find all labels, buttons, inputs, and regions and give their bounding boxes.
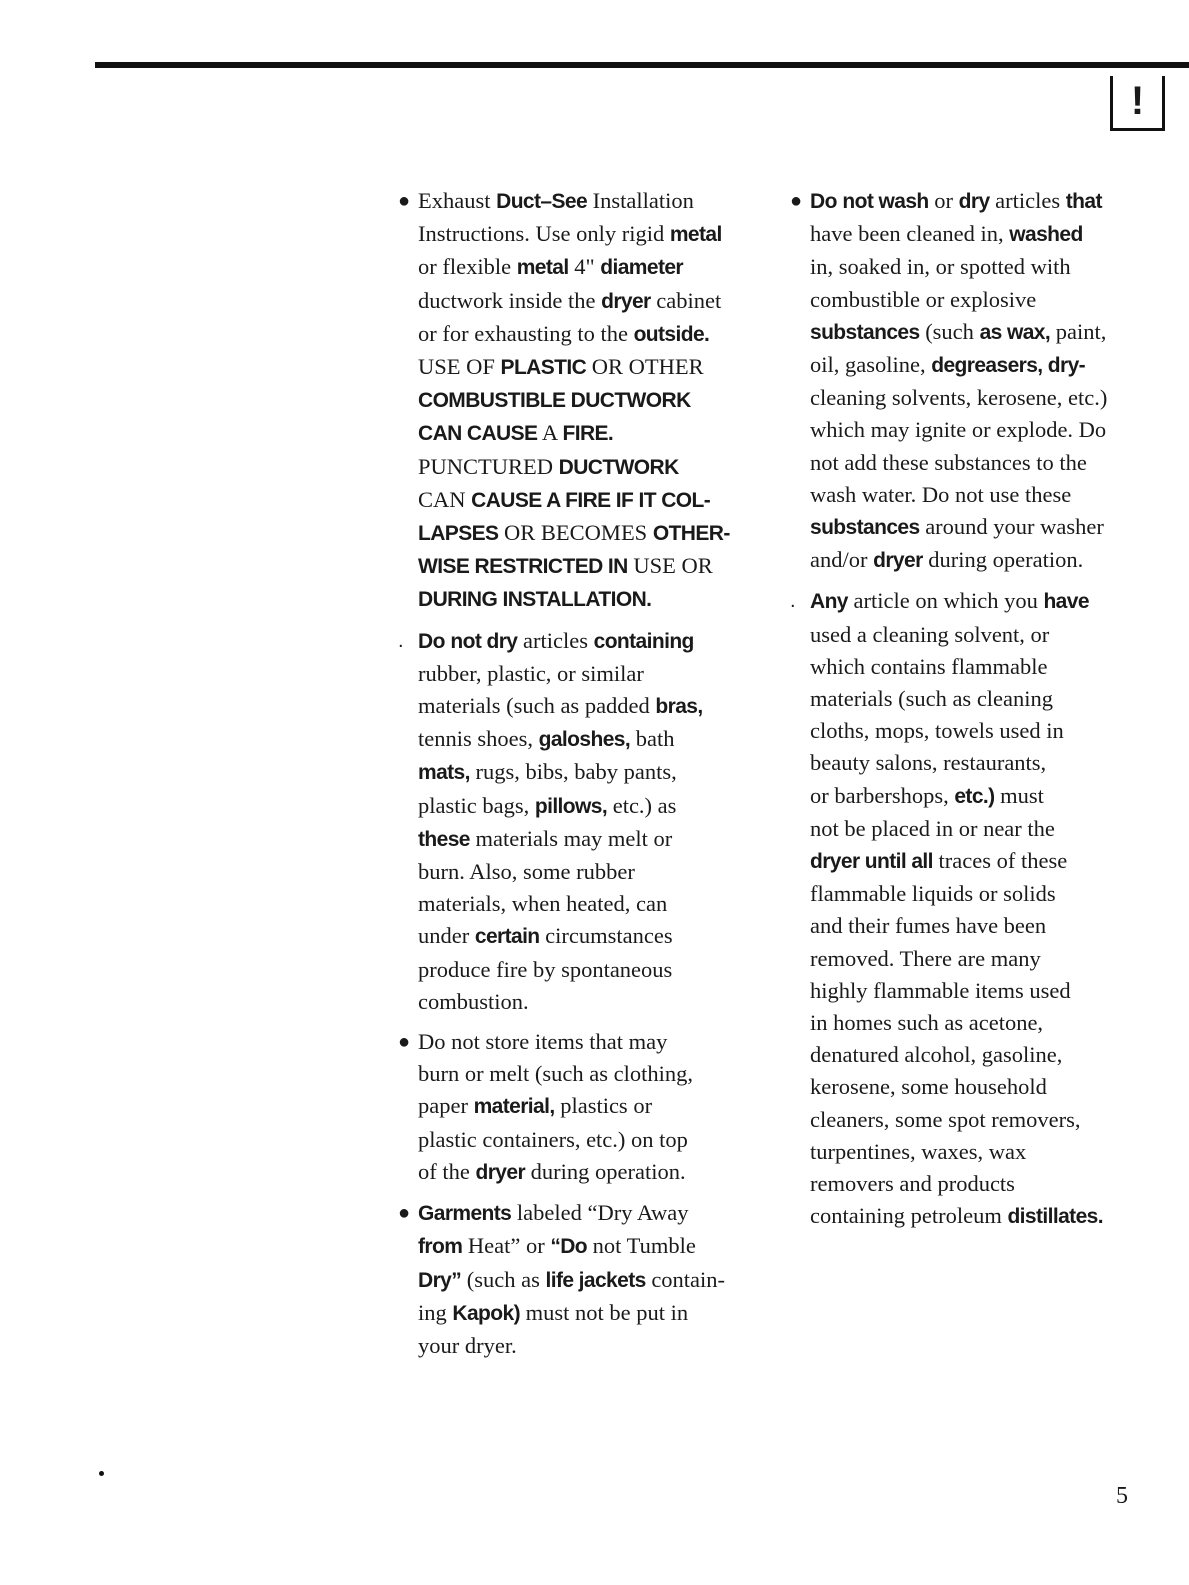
bold-phrase: metal [516, 256, 569, 280]
top-rule [95, 62, 1189, 68]
bold-phrase: OTHER- [652, 522, 730, 546]
text-line [810, 511, 1165, 544]
text-run: circumstances [539, 923, 673, 949]
text-run: not add these substances to the [810, 449, 1087, 475]
bold-phrase: mats, [418, 761, 470, 785]
bold-phrase: washed [1009, 223, 1083, 247]
text-run: or [928, 188, 959, 213]
text-line [418, 1124, 776, 1156]
text-line [418, 550, 776, 583]
bold-phrase: from [418, 1235, 463, 1259]
bold-phrase: certain [474, 925, 540, 949]
text-run: around your washer [919, 514, 1104, 540]
text-line [810, 975, 1165, 1007]
bold-phrase: degreasers, dry- [931, 354, 1086, 378]
text-run: OR OTHER [586, 354, 704, 380]
bold-phrase: substances [810, 516, 920, 540]
text-run: plastics or [554, 1093, 653, 1119]
text-line [810, 218, 1165, 251]
text-run: combustible or explosive [810, 286, 1037, 312]
text-line [810, 1200, 1165, 1233]
bold-phrase: metal [669, 223, 722, 247]
text-line [418, 790, 776, 823]
text-run: beauty salons, restaurants, [810, 750, 1047, 776]
text-run: removed. There are many [810, 945, 1041, 971]
text-line [418, 690, 776, 723]
text-line [810, 1071, 1165, 1103]
bold-phrase: Do [418, 629, 445, 653]
text-run: burn. Also, some rubber [418, 859, 635, 885]
bold-phrase: dryer [475, 1160, 526, 1184]
text-line [418, 856, 776, 888]
text-line [418, 1026, 776, 1058]
text-run: of the [418, 1158, 476, 1184]
bold-phrase: etc.) [954, 784, 995, 808]
text-run: contain- [645, 1266, 726, 1292]
text-line [418, 1297, 776, 1330]
text-line [810, 349, 1165, 382]
exclamation-icon: ! [1130, 79, 1145, 123]
text-run: or flexible [418, 254, 517, 280]
bold-phrase: LAPSES [418, 522, 499, 546]
text-run: and/or [810, 547, 874, 573]
text-run: rubber, plastic, or similar [418, 660, 644, 686]
text-run: removers and products [810, 1171, 1015, 1197]
text-line [810, 284, 1165, 316]
text-run: during operation. [922, 547, 1084, 573]
bold-phrase: life jackets [545, 1268, 646, 1292]
text-line [810, 1168, 1165, 1200]
text-run: kerosene, some household [810, 1074, 1047, 1100]
text-line [418, 1197, 776, 1230]
left-column [398, 185, 776, 1370]
page-number: 5 [1116, 1483, 1128, 1509]
text-run: rugs, bibs, baby pants, [469, 759, 677, 785]
text-run: (such [919, 318, 980, 344]
text-line [418, 1230, 776, 1263]
text-run: which may ignite or explode. Do [810, 417, 1107, 443]
bold-phrase: Do [810, 190, 837, 213]
text-run: cabinet [650, 287, 722, 313]
text-line [418, 218, 776, 251]
bold-phrase: Any [810, 590, 848, 614]
text-line [418, 451, 776, 484]
text-line [418, 484, 776, 517]
text-line [418, 1058, 776, 1090]
text-run: labeled “Dry Away [511, 1200, 689, 1226]
text-run: denatured alcohol, gasoline, [810, 1042, 1063, 1068]
bold-phrase: DURING INSTALLATION. [418, 588, 652, 612]
text-run: cleaning solvents, kerosene, etc.) [810, 385, 1108, 411]
text-line [810, 747, 1165, 779]
text-run: combustion. [418, 988, 529, 1014]
bold-phrase: dryer [873, 549, 923, 573]
text-line [810, 1007, 1165, 1039]
bold-phrase: CAN CAUSE [418, 422, 538, 446]
text-line [810, 1136, 1165, 1168]
text-run: cleaners, some spot removers, [810, 1106, 1081, 1132]
bold-phrase: containing [593, 629, 694, 653]
text-line [418, 251, 776, 284]
text-line [418, 658, 776, 690]
text-run: USE OR [627, 553, 713, 579]
text-line [418, 318, 776, 351]
bold-phrase: dryer [601, 289, 651, 313]
bullet-item [790, 185, 1165, 577]
text-line [810, 414, 1165, 446]
text-line [810, 585, 1165, 618]
text-line [418, 888, 776, 920]
text-run: ing [418, 1299, 453, 1325]
text-run: ductwork inside the [418, 287, 602, 313]
text-line [810, 813, 1165, 845]
text-run: under [418, 923, 475, 949]
text-run: must not be put in [519, 1299, 689, 1325]
text-run: oil, gasoline, [810, 352, 932, 378]
text-line [418, 1156, 776, 1189]
bold-phrase: distillates. [1007, 1205, 1103, 1229]
text-run: PUNCTURED [418, 453, 559, 479]
text-run: paint, [1050, 318, 1107, 344]
text-line [418, 920, 776, 953]
text-run: Do not store items that may [418, 1029, 668, 1055]
bold-phrase: COMBUSTIBLE DUCTWORK [418, 389, 691, 413]
text-run: article on which you [847, 588, 1044, 614]
text-run: or barbershops, [810, 782, 955, 808]
warning-box [1110, 76, 1165, 131]
bold-phrase: that [1065, 190, 1102, 213]
text-line [810, 447, 1165, 479]
text-run: USE OF [418, 354, 501, 380]
text-run: produce fire by spontaneous [418, 956, 673, 982]
text-line [810, 943, 1165, 975]
text-run: highly flammable items used [810, 977, 1071, 1003]
text-run: plastic containers, etc.) on top [418, 1126, 688, 1152]
bold-phrase: Duct–See [496, 190, 588, 213]
text-line [810, 316, 1165, 349]
text-line [810, 845, 1165, 878]
text-run: turpentines, waxes, wax [810, 1138, 1027, 1164]
text-line [418, 351, 776, 384]
text-run: during operation. [525, 1158, 686, 1184]
text-line [418, 723, 776, 756]
text-line [810, 878, 1165, 910]
text-line [810, 479, 1165, 511]
text-run: traces of these [932, 848, 1068, 874]
text-run: Installation [587, 188, 694, 213]
bold-phrase: galoshes, [538, 728, 631, 752]
text-run: Instructions. Use only rigid [418, 221, 670, 247]
bold-phrase: PLASTIC [500, 356, 587, 380]
bold-phrase: have [1043, 590, 1089, 614]
text-line [418, 625, 776, 658]
bold-phrase: DUCTWORK [558, 455, 679, 479]
bold-phrase: CAUSE A FIRE IF IT COL- [471, 488, 711, 512]
bullet-marker: ● [790, 190, 803, 212]
text-line [810, 910, 1165, 942]
text-line [418, 185, 776, 218]
bold-phrase: “Do [550, 1235, 588, 1259]
bold-phrase: Kapok) [452, 1301, 520, 1325]
text-line [418, 417, 776, 450]
text-run: CAN [418, 486, 472, 512]
bold-phrase: substances [810, 320, 920, 344]
bold-phrase: Dry” [418, 1268, 462, 1292]
bold-phrase: diameter [600, 256, 684, 280]
bold-phrase: bras, [655, 695, 703, 719]
text-line [810, 651, 1165, 683]
bullet-item [398, 185, 776, 617]
text-line [810, 715, 1165, 747]
text-run: not be placed in or near the [810, 815, 1055, 841]
bold-phrase: dry [958, 190, 990, 213]
text-run: your dryer. [418, 1332, 517, 1358]
bullet-marker: . [398, 629, 404, 652]
text-line [810, 683, 1165, 715]
bullet-marker: . [790, 590, 796, 613]
text-run: etc.) as [607, 792, 677, 818]
text-run: materials may melt or [469, 825, 673, 851]
text-line [418, 1330, 776, 1362]
text-run: 4" [568, 254, 601, 280]
text-run: plastic bags, [418, 792, 535, 818]
text-line [810, 382, 1165, 414]
bold-phrase: WISE RESTRICTED IN [418, 555, 628, 579]
text-line [418, 1264, 776, 1297]
text-line [418, 756, 776, 789]
text-run: wash water. Do not use these [810, 481, 1072, 507]
text-run: burn or melt (such as clothing, [418, 1061, 693, 1087]
bold-phrase: Garments [418, 1202, 512, 1226]
text-line [418, 954, 776, 986]
text-line [810, 544, 1165, 577]
text-run: materials (such as cleaning [810, 686, 1054, 712]
text-line [418, 384, 776, 417]
text-run: in homes such as acetone, [810, 1010, 1044, 1036]
bullet-marker: ● [398, 1031, 411, 1054]
text-run: which contains flammable [810, 653, 1048, 679]
bold-phrase: not wash [842, 190, 929, 213]
text-run: A [537, 420, 563, 446]
text-run: OR BECOMES [498, 520, 653, 546]
right-column [790, 185, 1165, 1242]
text-run: cloths, mops, towels used in [810, 718, 1064, 744]
text-line [810, 1039, 1165, 1071]
text-line [418, 986, 776, 1018]
text-line [810, 780, 1165, 813]
bullet-marker: ● [398, 190, 411, 212]
text-run: materials, when heated, can [418, 891, 668, 917]
text-run: articles [989, 188, 1066, 213]
text-line [418, 583, 776, 616]
bold-phrase: dryer until all [810, 850, 933, 874]
stray-mark [99, 1471, 104, 1476]
text-run: have been cleaned in, [810, 221, 1010, 247]
text-run: paper [418, 1093, 474, 1119]
text-line [418, 285, 776, 318]
text-run: containing petroleum [810, 1203, 1008, 1229]
text-run: Heat” or [462, 1233, 551, 1259]
bullet-item [398, 1026, 776, 1189]
text-run: flammable liquids or solids [810, 881, 1056, 907]
text-run: or for exhausting to the [418, 320, 634, 346]
text-run: articles [517, 627, 594, 653]
bullet-item [398, 625, 776, 1018]
bullet-item [398, 1197, 776, 1362]
text-run: materials (such as padded [418, 693, 656, 719]
bold-phrase: outside. [633, 322, 710, 346]
bold-phrase: not dry [450, 629, 518, 653]
bold-phrase: pillows, [534, 794, 608, 818]
text-run: in, soaked in, or spotted with [810, 254, 1071, 280]
text-line [418, 517, 776, 550]
text-run: Exhaust [418, 188, 497, 213]
text-line [810, 251, 1165, 283]
text-line [418, 1090, 776, 1123]
text-run: (such as [461, 1266, 546, 1292]
bullet-item [790, 585, 1165, 1233]
text-run: tennis shoes, [418, 726, 539, 752]
text-line [810, 185, 1165, 218]
bold-phrase: material, [473, 1095, 555, 1119]
text-line [418, 823, 776, 856]
text-run: not Tumble [587, 1233, 696, 1259]
text-run: used a cleaning solvent, or [810, 621, 1050, 647]
text-line [810, 619, 1165, 651]
bullet-marker: ● [398, 1202, 411, 1225]
bold-phrase: as wax, [979, 320, 1051, 344]
text-line [810, 1104, 1165, 1136]
text-run: and their fumes have been [810, 913, 1047, 939]
bold-phrase: these [418, 827, 470, 851]
text-run: must [994, 782, 1044, 808]
bold-phrase: FIRE. [562, 422, 614, 446]
text-run: bath [630, 726, 675, 752]
